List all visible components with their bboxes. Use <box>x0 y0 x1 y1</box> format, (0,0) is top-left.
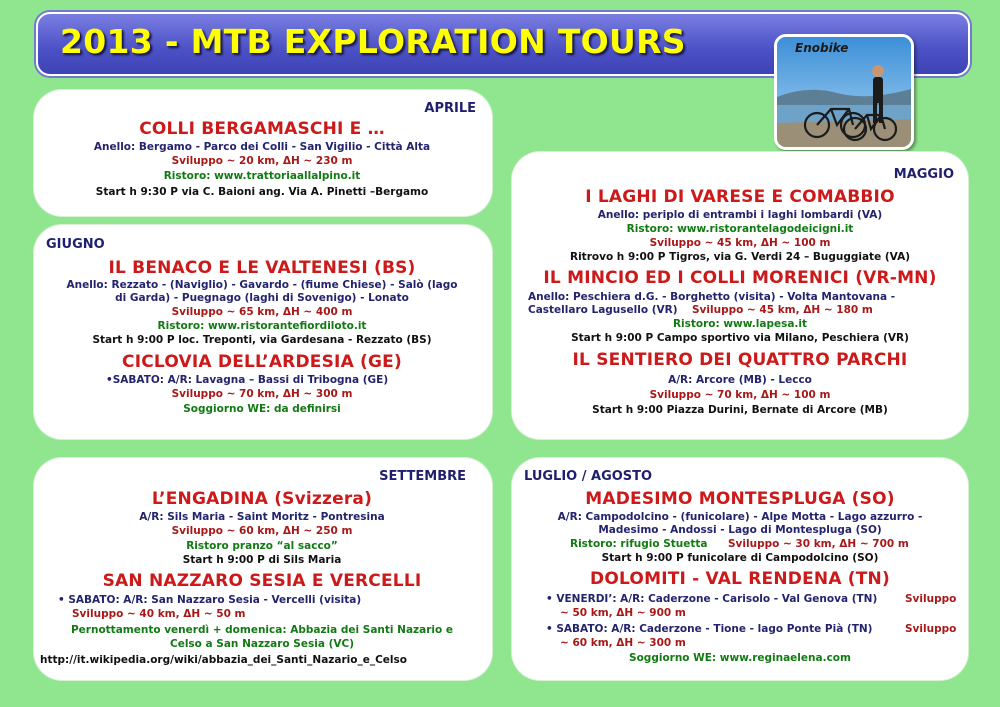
tour-start: Start h 9:00 Piazza Durini, Bernate di Arcore (MB) <box>592 404 888 416</box>
month-label: LUGLIO / AGOSTO <box>524 469 653 484</box>
box-giugno <box>34 225 492 439</box>
tour-route: Anello: periplo di entrambi i laghi lombardi (VA) <box>597 209 883 221</box>
month-label: SETTEMBRE <box>379 469 466 484</box>
tour-stats: Sviluppo ~ 45 km, ΔH ~ 180 m <box>692 304 873 316</box>
tour-title: IL MINCIO ED I COLLI MORENICI (VR-MN) <box>543 268 937 288</box>
tour-route: • SABATO: A/R: San Nazzaro Sesia - Vercelli (visita) <box>58 594 362 606</box>
tour-route: Anello: Bergamo - Parco dei Colli - San Vigilio - Città Alta <box>93 141 431 153</box>
tour-ristoro: Ristoro: www.ristorantelagodeicigni.it <box>626 223 854 235</box>
tour-stats-venerdi-a: Sviluppo <box>905 593 957 605</box>
tour-stats: Sviluppo ~ 60 km, ΔH ~ 250 m <box>171 525 353 537</box>
tour-ristoro: Ristoro: www.trattoriaallalpino.it <box>163 170 361 182</box>
tour-route: •SABATO: A/R: Lavagna – Bassi di Tribogna (GE) <box>106 374 389 386</box>
tour-start: Start h 9:00 P di Sils Maria <box>182 554 342 566</box>
tour-title: DOLOMITI - VAL RENDENA (TN) <box>590 569 890 589</box>
tour-stats: Sviluppo ~ 20 km, ΔH ~ 230 m <box>171 155 353 167</box>
photo-label: Enobike <box>795 41 849 55</box>
tour-title: COLLI BERGAMASCHI E … <box>139 119 385 139</box>
tour-stats: Sviluppo ~ 30 km, ΔH ~ 700 m <box>728 538 909 550</box>
month-label: APRILE <box>424 101 476 116</box>
tour-stats: Sviluppo ~ 70 km, ΔH ~ 300 m <box>171 388 353 400</box>
tour-stats: Sviluppo ~ 65 km, ΔH ~ 400 m <box>171 306 353 318</box>
tour-stats: Sviluppo ~ 45 km, ΔH ~ 100 m <box>649 237 831 249</box>
enobike-photo <box>774 34 914 150</box>
tour-route: A/R: Campodolcino - (funicolare) - Alpe Motta - Lago azzurro - <box>557 511 923 523</box>
tour-route: A/R: Sils Maria - Saint Moritz - Pontresina <box>139 511 385 523</box>
tour-route: A/R: Arcore (MB) - Lecco <box>668 374 812 386</box>
tour-route-cont: Madesimo - Andossi - Lago di Montespluga (SO) <box>598 524 882 536</box>
tour-title: L’ENGADINA (Svizzera) <box>151 489 373 509</box>
box-luglio-agosto <box>512 458 968 680</box>
month-label: MAGGIO <box>893 167 954 182</box>
tour-route: Anello: Rezzato - (Naviglio) - Gavardo - (fiume Chiese) - Salò (lago <box>66 279 458 291</box>
tour-start: Ritrovo h 9:00 P Tigros, via G. Verdi 24 – Buguggiate (VA) <box>570 251 910 263</box>
tour-ristoro: Ristoro: rifugio Stuetta <box>570 538 708 550</box>
box-settembre <box>34 458 492 680</box>
tour-route-sabato: • SABATO: A/R: Caderzone - Tione - lago Ponte Pià (TN) <box>546 623 873 635</box>
tour-route-venerdi: • VENERDI’: A/R: Caderzone - Carisolo - Val Genova (TN) <box>546 593 878 605</box>
tour-stay: Soggiorno WE: da definirsi <box>183 403 341 415</box>
tour-ristoro: Ristoro: www.ristorantefiordiloto.it <box>157 320 367 332</box>
tour-ristoro: Ristoro: www.lapesa.it <box>672 318 808 330</box>
tour-ristoro: Ristoro pranzo “al sacco” <box>186 540 338 552</box>
wikipedia-link[interactable]: http://it.wikipedia.org/wiki/abbazia_dei_Santi_Nazario_e_Celso <box>40 654 407 666</box>
month-label: GIUGNO <box>46 237 105 252</box>
tour-stats-sabato-a: Sviluppo <box>905 623 957 635</box>
tour-start: Start h 9:00 P Campo sportivo via Milano, Peschiera (VR) <box>571 332 909 344</box>
tour-title: CICLOVIA DELL’ARDESIA (GE) <box>122 352 402 372</box>
tour-title: IL BENACO E LE VALTENESI (BS) <box>108 258 416 278</box>
tour-stats-sabato-b: ~ 60 km, ΔH ~ 300 m <box>560 637 686 649</box>
tour-stats: Sviluppo ~ 70 km, ΔH ~ 100 m <box>649 389 831 401</box>
tour-start: Start h 9:30 P via C. Baioni ang. Via A. Pinetti –Bergamo <box>95 186 429 198</box>
tour-route-cont: Castellaro Lagusello (VR) <box>528 304 678 316</box>
tour-title: SAN NAZZARO SESIA E VERCELLI <box>102 571 422 591</box>
tour-title: IL SENTIERO DEI QUATTRO PARCHI <box>572 350 908 370</box>
box-maggio <box>512 152 968 439</box>
tour-stats: Sviluppo ~ 40 km, ΔH ~ 50 m <box>72 608 246 620</box>
tour-stay: Pernottamento venerdì + domenica: Abbazia dei Santi Nazario e <box>70 624 454 636</box>
tour-title: MADESIMO MONTESPLUGA (SO) <box>585 489 895 509</box>
tour-route: Anello: Peschiera d.G. - Borghetto (visita) - Volta Mantovana - <box>528 291 896 303</box>
box-aprile <box>34 90 492 216</box>
tour-stay: Soggiorno WE: www.reginaelena.com <box>629 652 851 664</box>
tour-stats-venerdi-b: ~ 50 km, ΔH ~ 900 m <box>560 607 686 619</box>
page-title: 2013 - MTB EXPLORATION TOURS <box>60 22 686 61</box>
tour-start: Start h 9:00 P loc. Treponti, via Gardesana - Rezzato (BS) <box>92 334 432 346</box>
tour-route-cont: di Garda) - Puegnago (laghi di Sovenigo) - Lonato <box>115 292 409 304</box>
tour-title: I LAGHI DI VARESE E COMABBIO <box>585 187 895 207</box>
tour-stay-cont: Celso a San Nazzaro Sesia (VC) <box>170 638 354 650</box>
tour-start: Start h 9:00 P funicolare di Campodolcino (SO) <box>601 552 879 564</box>
